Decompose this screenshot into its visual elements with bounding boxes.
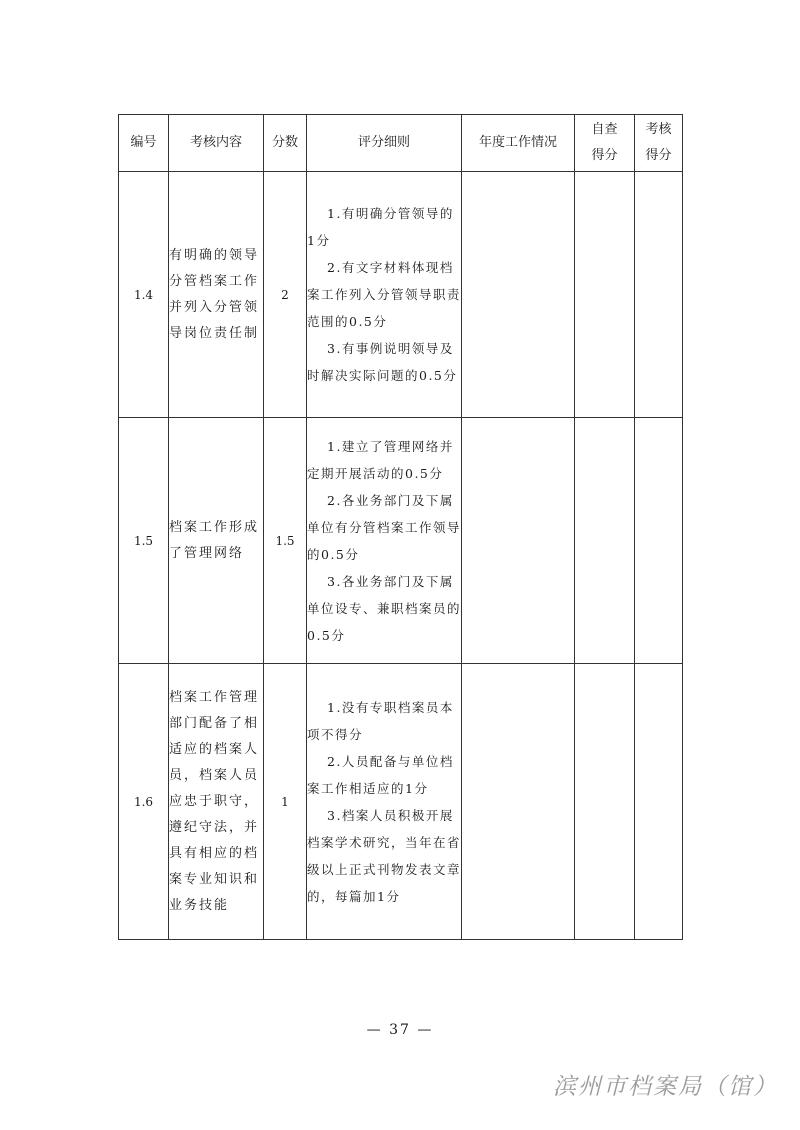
header-assess-score-label: 考核得分 — [645, 122, 672, 163]
header-score: 分数 — [264, 115, 307, 172]
table-row — [119, 418, 683, 664]
header-self-score-label: 自查得分 — [591, 122, 618, 163]
row-annual-work — [462, 172, 575, 418]
scoring-table — [118, 114, 683, 940]
row-assess-score — [635, 664, 683, 940]
header-content: 考核内容 — [169, 115, 264, 172]
row-id: 1.6 — [119, 664, 169, 940]
header-self-score — [575, 115, 635, 172]
header-annual-work: 年度工作情况 — [462, 115, 575, 172]
row-self-score — [575, 418, 635, 664]
row-rules — [307, 418, 462, 664]
header-rules: 评分细则 — [307, 115, 462, 172]
header-assess-score — [635, 115, 683, 172]
row-annual-work — [462, 664, 575, 940]
row-content: 有明确的领导分管档案工作并列入分管领导岗位责任制 — [169, 172, 264, 418]
row-score: 2 — [264, 172, 307, 418]
rule-item: 3.有事例说明领导及时解决实际问题的0.5分 — [307, 341, 458, 383]
rule-item: 3.档案人员积极开展档案学术研究，当年在省级以上正式刊物发表文章的，每篇加1分 — [307, 807, 462, 904]
row-rules — [307, 664, 462, 940]
rule-item: 2.有文字材料体现档案工作列入分管领导职责范围的0.5分 — [307, 260, 462, 329]
row-assess-score — [635, 418, 683, 664]
rule-item: 1.建立了管理网络并定期开展活动的0.5分 — [307, 438, 454, 481]
row-content: 档案工作管理部门配备了相适应的档案人员，档案人员应忠于职守，遵纪守法，并具有相应的档案专业知识和业务技能 — [169, 664, 264, 940]
row-score: 1.5 — [264, 418, 307, 664]
header-row — [119, 115, 683, 172]
watermark-text: 滨州市档案局（馆） — [553, 1074, 778, 1100]
rule-item: 1.有明确分管领导的1分 — [307, 206, 454, 248]
row-id: 1.4 — [119, 172, 169, 418]
table-row — [119, 172, 683, 418]
rule-item: 1.没有专职档案员本项不得分 — [307, 699, 454, 742]
row-self-score — [575, 664, 635, 940]
row-content: 档案工作形成了管理网络 — [169, 418, 264, 664]
row-id: 1.5 — [119, 418, 169, 664]
row-assess-score — [635, 172, 683, 418]
row-score: 1 — [264, 664, 307, 940]
rule-item: 2.人员配备与单位档案工作相适应的1分 — [307, 753, 454, 796]
header-id: 编号 — [119, 115, 169, 172]
page-number: — 37 — — [366, 1022, 434, 1038]
row-rules — [307, 172, 462, 418]
rule-item: 3.各业务部门及下属单位设专、兼职档案员的0.5分 — [307, 573, 462, 643]
rule-item: 2.各业务部门及下属单位有分管档案工作领导的0.5分 — [307, 492, 462, 562]
table-row — [119, 664, 683, 940]
row-self-score — [575, 172, 635, 418]
row-annual-work — [462, 418, 575, 664]
